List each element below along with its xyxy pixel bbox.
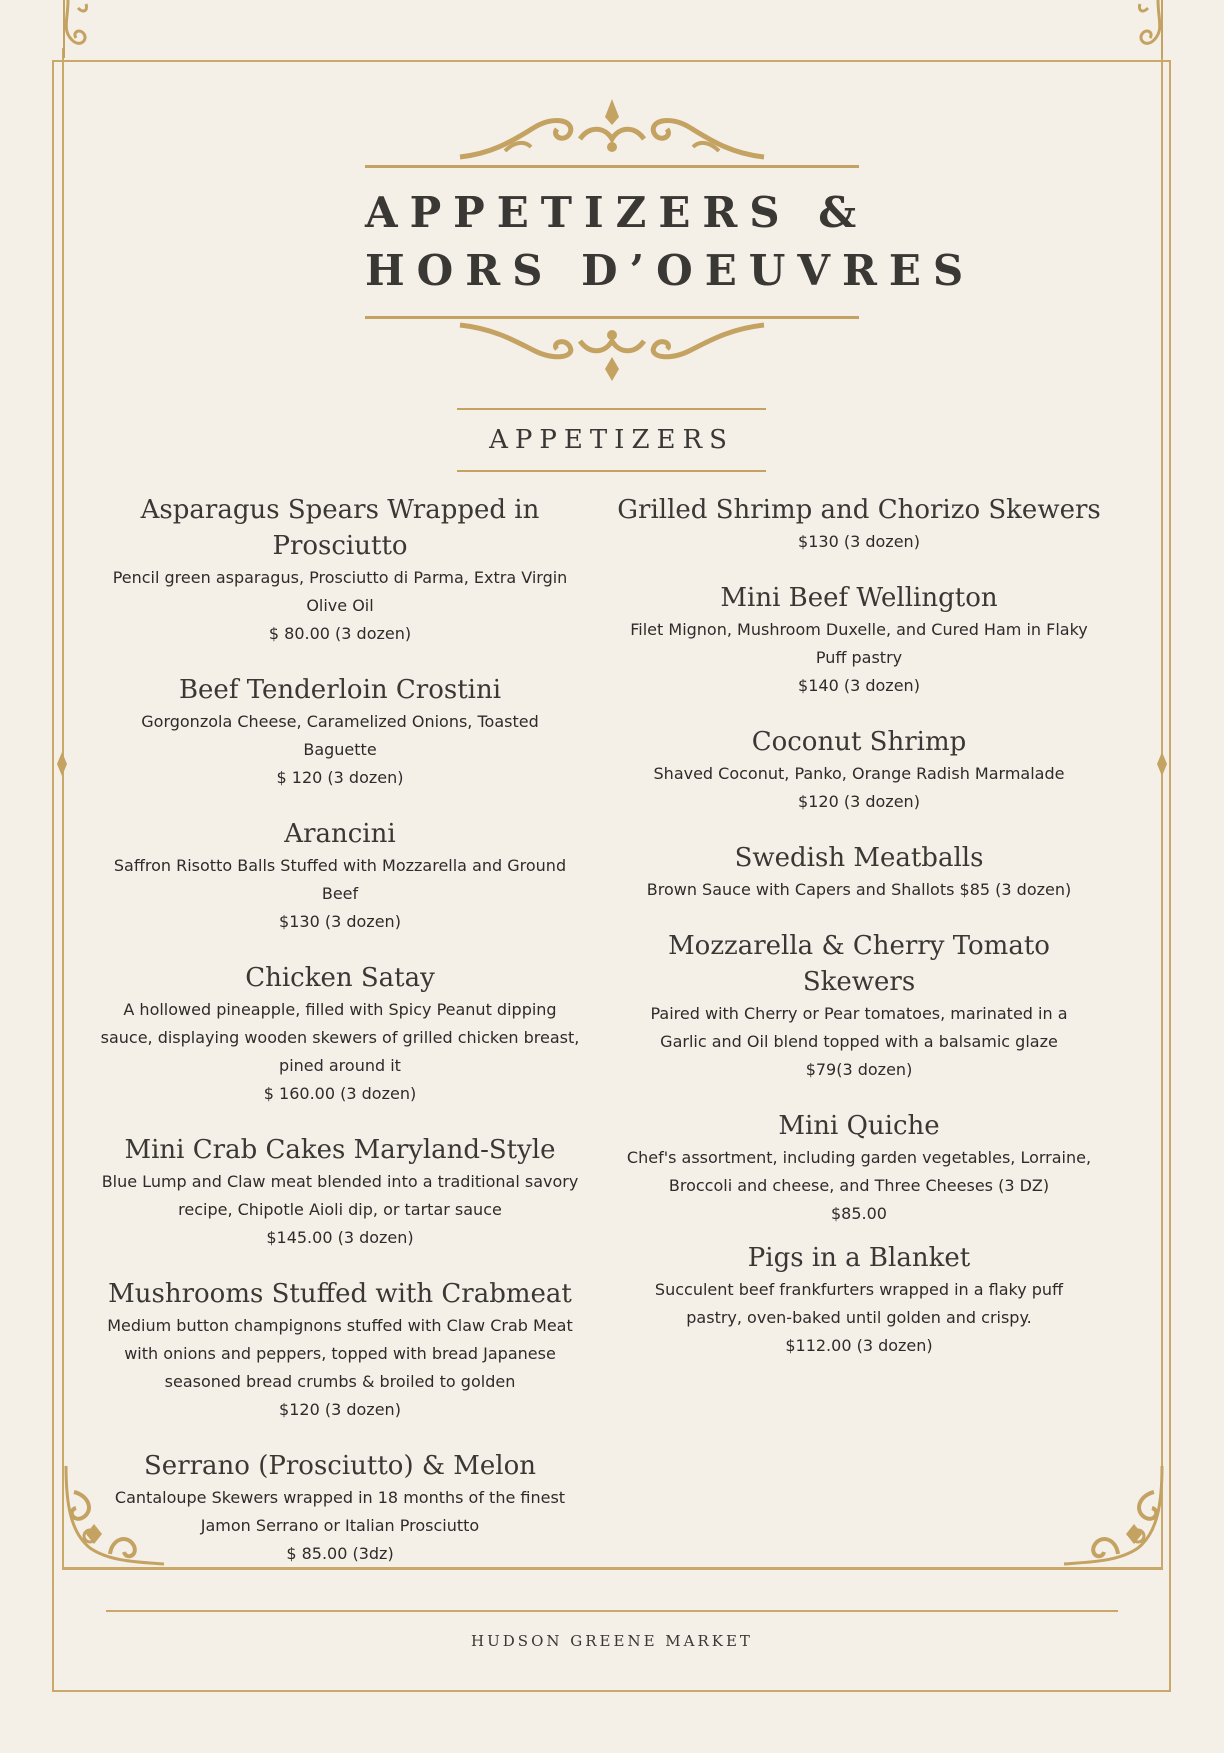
menu-item-price: $ 85.00 (3dz) [286,1544,394,1563]
menu-item-description: Chef's assortment, including garden vegetables, Lorraine, Broccoli and cheese, and Three Cheeses (3 DZ) [626,1148,1092,1195]
menu-item [612,1108,1106,1228]
menu-item-description: Succulent beef frankfurters wrapped in a flaky puff pastry, oven-baked until golden and crispy. [654,1280,1064,1327]
menu-item-price: $112.00 (3 dozen) [785,1336,933,1355]
menu-item-price: $79(3 dozen) [805,1060,913,1079]
menu-item-name: Arancini [284,819,396,849]
menu-item-name: Mozzarella & Cherry Tomato Skewers [668,931,1050,997]
footer-rule [106,1610,1118,1612]
menu-item-name: Coconut Shrimp [751,727,967,757]
menu-item-name: Grilled Shrimp and Chorizo Skewers [617,495,1101,525]
side-diamond-icon [1156,752,1168,776]
menu-item-name: Asparagus Spears Wrapped in Prosciutto [140,495,540,561]
menu-item [612,724,1106,816]
menu-item [90,492,590,648]
section-header [457,408,766,472]
menu-item-price: $130 (3 dozen) [279,912,401,931]
menu-item [90,1448,590,1568]
menu-item-price: $140 (3 dozen) [798,676,920,695]
corner-flourish-icon [58,0,98,60]
menu-item-name: Serrano (Prosciutto) & Melon [144,1451,536,1481]
menu-item-description: Shaved Coconut, Panko, Orange Radish Marmalade [653,764,1065,783]
menu-item [90,1132,590,1252]
menu-item-name: Mini Quiche [778,1111,940,1141]
menu-item-name: Mini Beef Wellington [720,583,998,613]
menu-item [90,816,590,936]
menu-item-description: Medium button champignons stuffed with Claw Crab Meat with onions and peppers, topped with bread Japanese seasoned bread crumbs & broiled to golden [107,1316,573,1391]
menu-item [90,672,590,792]
menu-item-name: Swedish Meatballs [734,843,984,873]
menu-item [612,1240,1106,1360]
corner-flourish-icon [1058,1462,1168,1572]
menu-item-price: $85.00 [831,1204,887,1223]
menu-item-description: Pencil green asparagus, Prosciutto di Parma, Extra Virgin Olive Oil [112,568,568,615]
ornament-flourish-bottom-icon [365,319,859,385]
menu-column-left [90,492,590,1568]
footer-brand: HUDSON GREENE MARKET [471,1632,753,1650]
menu-item-description: Gorgonzola Cheese, Caramelized Onions, Toasted Baguette [141,712,539,759]
menu-item-price: $ 120 (3 dozen) [276,768,404,787]
menu-item-description: Saffron Risotto Balls Stuffed with Mozzarella and Ground Beef [113,856,567,903]
menu-item-price: $130 (3 dozen) [798,532,920,551]
corner-flourish-icon [1128,0,1168,60]
section-label: APPETIZERS [489,425,734,455]
menu-column-right [612,492,1106,1360]
menu-item-price: $120 (3 dozen) [798,792,920,811]
menu-item [612,580,1106,700]
menu-item [90,960,590,1108]
menu-item-price: $120 (3 dozen) [279,1400,401,1419]
menu-item-name: Mushrooms Stuffed with Crabmeat [108,1279,572,1309]
menu-item-description: A hollowed pineapple, filled with Spicy Peanut dipping sauce, displaying wooden skewers of grilled chicken breast, pined around it [100,1000,580,1075]
menu-item-price: $ 80.00 (3 dozen) [268,624,412,643]
menu-item-description: Paired with Cherry or Pear tomatoes, marinated in a Garlic and Oil blend topped with a balsamic glaze [650,1004,1068,1051]
page-title-line-2: HORS D’OEUVRES [365,246,976,295]
menu-item [612,928,1106,1084]
menu-item-name: Pigs in a Blanket [747,1243,971,1273]
side-diamond-icon [56,752,68,776]
menu-item-description: Blue Lump and Claw meat blended into a traditional savory recipe, Chipotle Aioli dip, or tartar sauce [101,1172,579,1219]
page-title-line-1: APPETIZERS & [365,188,869,237]
menu-item-name: Chicken Satay [245,963,435,993]
menu-item-name: Beef Tenderloin Crostini [178,675,502,705]
menu-item-price: $145.00 (3 dozen) [266,1228,414,1247]
ornament-flourish-top-icon [365,95,859,165]
menu-item [612,840,1106,904]
menu-item [612,492,1106,556]
section-rule-bottom [457,470,766,472]
menu-item-description: Brown Sauce with Capers and Shallots $85 (3 dozen) [646,880,1072,899]
menu-item [90,1276,590,1424]
title-block [365,95,976,385]
menu-item-description: Filet Mignon, Mushroom Duxelle, and Cured Ham in Flaky Puff pastry [630,620,1088,667]
menu-item-description: Cantaloupe Skewers wrapped in 18 months of the finest Jamon Serrano or Italian Prosciutto [114,1488,566,1535]
menu-item-name: Mini Crab Cakes Maryland-Style [124,1135,556,1165]
menu-item-price: $ 160.00 (3 dozen) [263,1084,417,1103]
